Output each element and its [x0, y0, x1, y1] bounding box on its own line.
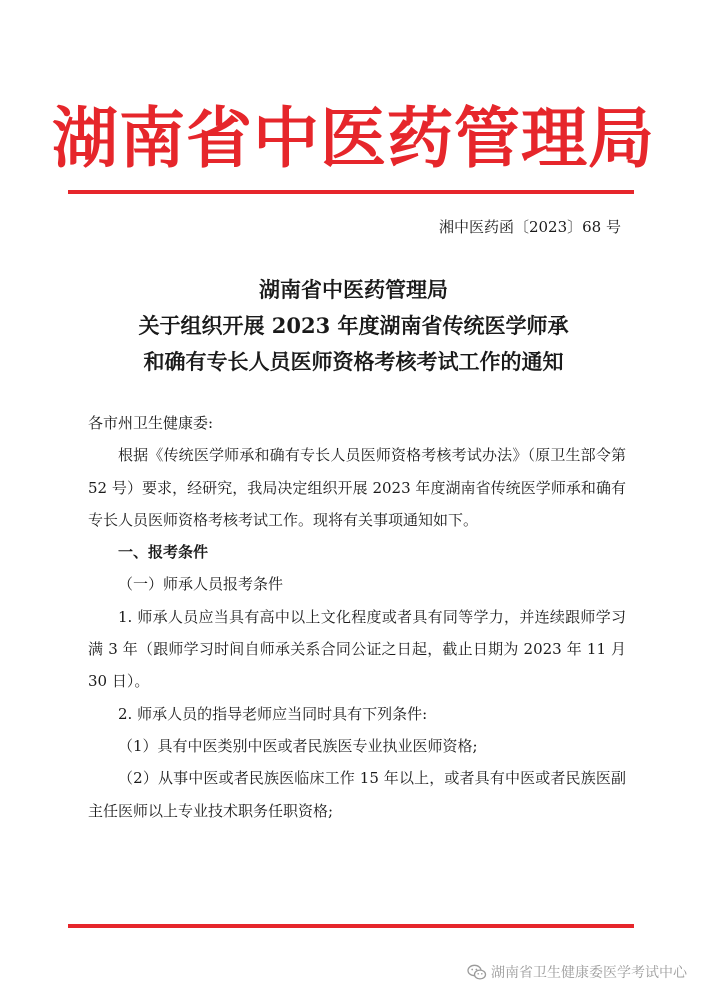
condition-item-1: （1）具有中医类别中医或者民族医专业执业医师资格; [118, 736, 478, 755]
title-line-2: 关于组织开展 2023 年度湖南省传统医学师承 [138, 313, 569, 338]
watermark-text: 湖南省卫生健康委医学考试中心 [491, 965, 687, 981]
condition-item-2: （2）从事中医或者民族医临床工作 15 年以上，或者具有中医或者民族医副主任医师以上专业技术职务任职资格; [88, 769, 626, 820]
red-divider-top [68, 190, 634, 194]
red-divider-bottom [68, 924, 634, 928]
document-body [88, 407, 626, 827]
title-line-1: 湖南省中医药管理局 [259, 277, 448, 302]
issuer-masthead: 湖南省中医药管理局 [52, 99, 655, 177]
list-item-1: 1. 师承人员应当具有高中以上文化程度或者具有同等学力，并连续跟师学习满 3 年（跟师学习时间自师承关系合同公证之日起，截止日期为 2023 年 11 月 30 日）。 [88, 607, 626, 691]
salutation: 各市州卫生健康委: [88, 414, 214, 432]
title-line-3: 和确有专长人员医师资格考核考试工作的通知 [143, 349, 564, 374]
section-heading-1: 一、报考条件 [118, 543, 209, 562]
document-number: 湘中医药函〔2023〕68 号 [438, 218, 621, 236]
paragraph-intro: 根据《传统医学师承和确有专长人员医师资格考核考试办法》（原卫生部令第 52 号）要求，经研究，我局决定组织开展 2023 年度湖南省传统医学师承和确有专长人员医师资格考核考试工作。现将有关事项通知如下。 [88, 446, 626, 529]
list-item-2: 2. 师承人员的指导老师应当同时具有下列条件: [118, 704, 428, 723]
source-watermark [467, 962, 687, 982]
wechat-icon [467, 964, 487, 981]
document-title [0, 272, 707, 380]
subsection-heading-1: （一）师承人员报考条件 [118, 575, 284, 594]
